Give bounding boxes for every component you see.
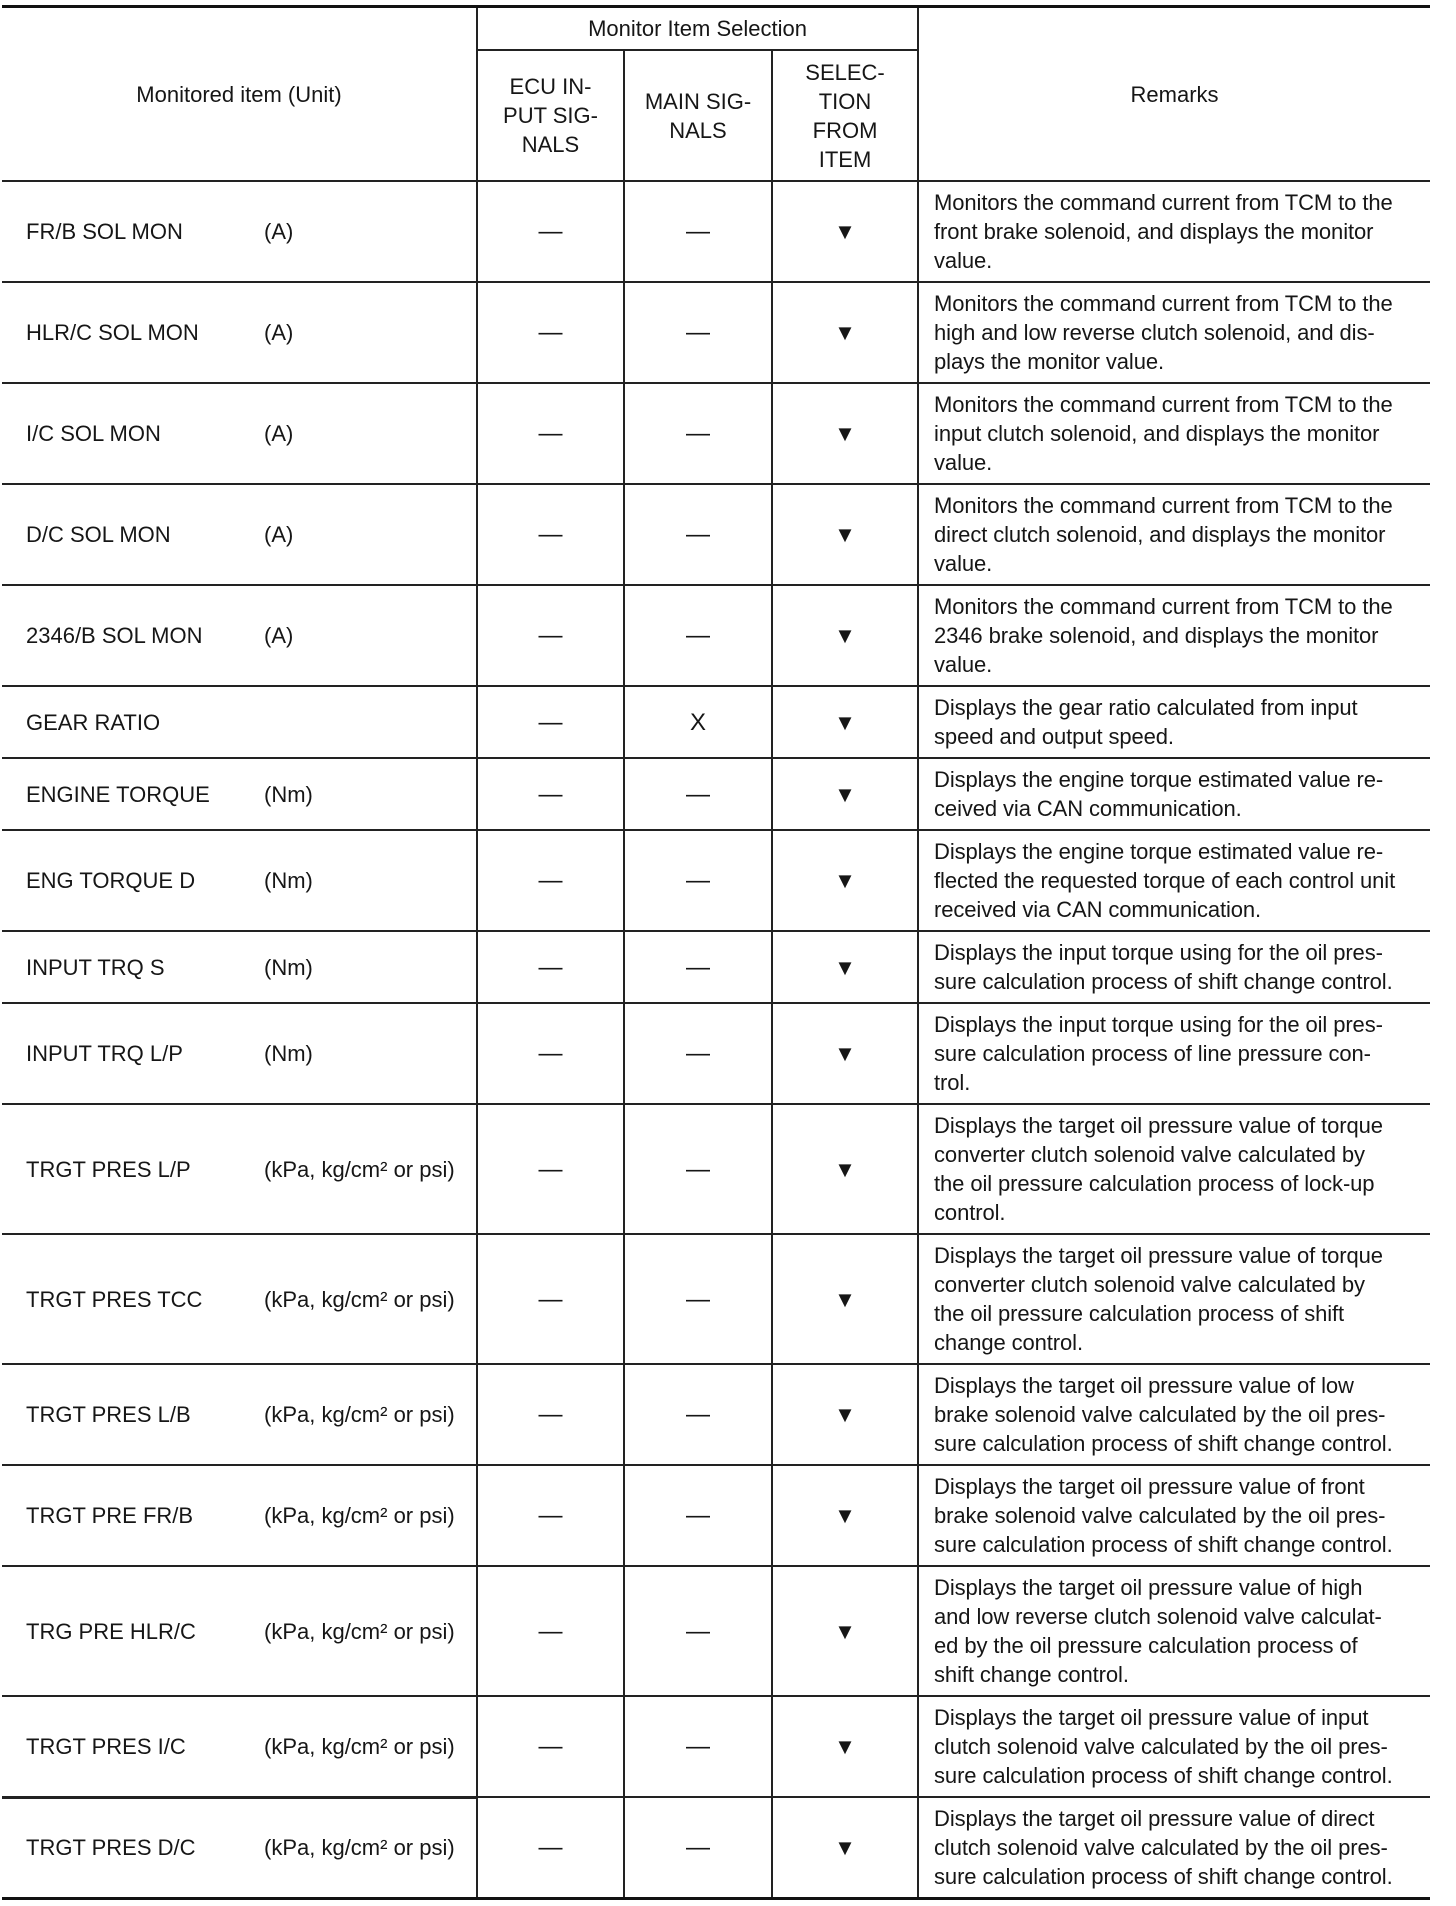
table-row bbox=[2, 585, 1430, 686]
main-signals-cell: — bbox=[624, 383, 772, 484]
selection-from-item-cell bbox=[772, 1003, 918, 1104]
selection-from-item-cell bbox=[772, 931, 918, 1003]
item-unit: (kPa, kg/cm² or psi) bbox=[264, 1733, 455, 1759]
ecu-input-signals-cell: — bbox=[477, 484, 624, 585]
monitored-item-cell bbox=[2, 1797, 477, 1899]
down-triangle-icon: ▼ bbox=[834, 623, 856, 648]
document-page bbox=[2, 5, 1430, 1900]
item-name: HLR/C SOL MON bbox=[26, 320, 199, 345]
down-triangle-icon: ▼ bbox=[834, 1041, 856, 1066]
selection-from-item-cell bbox=[772, 758, 918, 830]
ecu-input-signals-cell: — bbox=[477, 758, 624, 830]
monitored-item-cell bbox=[2, 585, 477, 686]
table-row bbox=[2, 383, 1430, 484]
down-triangle-icon: ▼ bbox=[834, 954, 856, 980]
remarks-cell: Monitors the command current from TCM to the high and low reverse clutch solenoid, and dis- plays the monitor value. bbox=[918, 282, 1430, 383]
selection-from-item-cell bbox=[772, 830, 918, 931]
main-signals-cell: — bbox=[624, 181, 772, 282]
remarks-cell: Displays the input torque using for the oil pres- sure calculation process of shift change control. bbox=[918, 931, 1430, 1003]
item-name: FR/B SOL MON bbox=[26, 219, 183, 244]
table-row bbox=[2, 1465, 1430, 1566]
main-signals-cell: — bbox=[624, 1566, 772, 1696]
ecu-input-signals-cell: — bbox=[477, 282, 624, 383]
selection-from-item-cell bbox=[772, 1104, 918, 1234]
ecu-input-signals-cell: — bbox=[477, 1696, 624, 1797]
table-row bbox=[2, 1566, 1430, 1696]
monitored-item-cell bbox=[2, 686, 477, 758]
main-signals-cell: — bbox=[624, 830, 772, 931]
table-row bbox=[2, 758, 1430, 830]
ecu-input-signals-cell: — bbox=[477, 585, 624, 686]
item-name: 2346/B SOL MON bbox=[26, 623, 203, 648]
selection-from-item-cell bbox=[772, 1234, 918, 1364]
item-unit: (A) bbox=[264, 320, 294, 345]
main-signals-cell: X bbox=[624, 686, 772, 758]
header-remarks: Remarks bbox=[918, 7, 1430, 182]
item-unit: (A) bbox=[264, 623, 294, 648]
down-triangle-icon: ▼ bbox=[834, 1402, 856, 1427]
selection-from-item-cell bbox=[772, 383, 918, 484]
remarks-cell: Displays the input torque using for the oil pres- sure calculation process of line pressure con- trol. bbox=[918, 1003, 1430, 1104]
item-unit: (kPa, kg/cm² or psi) bbox=[264, 1503, 455, 1528]
remarks-cell: Monitors the command current from TCM to the front brake solenoid, and displays the monitor value. bbox=[918, 181, 1430, 282]
table-row bbox=[2, 1104, 1430, 1234]
monitored-item-cell bbox=[2, 282, 477, 383]
monitored-item-cell bbox=[2, 181, 477, 282]
item-name: INPUT TRQ L/P bbox=[26, 1041, 183, 1066]
item-unit: (kPa, kg/cm² or psi) bbox=[264, 1618, 455, 1644]
header-monitor-item-selection: Monitor Item Selection bbox=[477, 7, 918, 51]
table-row bbox=[2, 1797, 1430, 1899]
table-header bbox=[2, 7, 1430, 182]
down-triangle-icon: ▼ bbox=[834, 1156, 856, 1182]
table-row bbox=[2, 282, 1430, 383]
selection-from-item-cell bbox=[772, 1364, 918, 1465]
item-name: TRGT PRES D/C bbox=[26, 1835, 196, 1861]
item-unit: (Nm) bbox=[264, 781, 313, 807]
main-signals-cell: — bbox=[624, 585, 772, 686]
selection-from-item-cell bbox=[772, 484, 918, 585]
item-unit: (kPa, kg/cm² or psi) bbox=[264, 1402, 455, 1427]
remarks-cell: Displays the target oil pressure value of direct clutch solenoid valve calculated by the oil pres- sure calculation process of shift change control. bbox=[918, 1797, 1430, 1899]
main-signals-cell: — bbox=[624, 758, 772, 830]
item-name: TRGT PRES I/C bbox=[26, 1733, 186, 1759]
item-name: ENG TORQUE D bbox=[26, 868, 196, 893]
main-signals-cell: — bbox=[624, 484, 772, 585]
header-ecu-input-signals: ECU IN- PUT SIG- NALS bbox=[477, 50, 624, 181]
item-name: INPUT TRQ S bbox=[26, 954, 165, 980]
ecu-input-signals-cell: — bbox=[477, 1234, 624, 1364]
selection-from-item-cell bbox=[772, 181, 918, 282]
down-triangle-icon: ▼ bbox=[834, 1835, 856, 1860]
item-unit: (A) bbox=[264, 522, 294, 547]
ecu-input-signals-cell: — bbox=[477, 1797, 624, 1899]
table-row bbox=[2, 1234, 1430, 1364]
down-triangle-icon: ▼ bbox=[834, 709, 856, 735]
table-row bbox=[2, 686, 1430, 758]
monitored-item-cell bbox=[2, 1234, 477, 1364]
main-signals-cell: — bbox=[624, 282, 772, 383]
main-signals-cell: — bbox=[624, 1696, 772, 1797]
item-name: TRGT PRES L/B bbox=[26, 1402, 191, 1427]
remarks-cell: Displays the target oil pressure value of torque converter clutch solenoid valve calculated by the oil pressure calculation process of lock-up control. bbox=[918, 1104, 1430, 1234]
item-name: TRGT PRES TCC bbox=[26, 1286, 203, 1312]
ecu-input-signals-cell: — bbox=[477, 1104, 624, 1234]
main-signals-cell: — bbox=[624, 1003, 772, 1104]
ecu-input-signals-cell: — bbox=[477, 383, 624, 484]
remarks-cell: Displays the target oil pressure value of front brake solenoid valve calculated by the oil pres- sure calculation process of shift change control. bbox=[918, 1465, 1430, 1566]
item-name: GEAR RATIO bbox=[26, 709, 161, 735]
remarks-cell: Monitors the command current from TCM to the input clutch solenoid, and displays the monitor value. bbox=[918, 383, 1430, 484]
down-triangle-icon: ▼ bbox=[834, 320, 856, 345]
item-unit: (Nm) bbox=[264, 868, 313, 893]
down-triangle-icon: ▼ bbox=[834, 219, 856, 244]
ecu-input-signals-cell: — bbox=[477, 1003, 624, 1104]
monitored-item-cell bbox=[2, 1566, 477, 1696]
selection-from-item-cell bbox=[772, 585, 918, 686]
remarks-cell: Displays the engine torque estimated value re- ceived via CAN communication. bbox=[918, 758, 1430, 830]
main-signals-cell: — bbox=[624, 931, 772, 1003]
selection-from-item-cell bbox=[772, 686, 918, 758]
table-body bbox=[2, 181, 1430, 1899]
selection-from-item-cell bbox=[772, 1566, 918, 1696]
item-unit: (Nm) bbox=[264, 954, 313, 980]
selection-from-item-cell bbox=[772, 1696, 918, 1797]
item-unit: (kPa, kg/cm² or psi) bbox=[264, 1835, 455, 1861]
header-row-top bbox=[2, 7, 1430, 51]
remarks-cell: Displays the gear ratio calculated from input speed and output speed. bbox=[918, 686, 1430, 758]
down-triangle-icon: ▼ bbox=[834, 1734, 856, 1759]
table-row bbox=[2, 830, 1430, 931]
selection-from-item-cell bbox=[772, 1465, 918, 1566]
main-signals-cell: — bbox=[624, 1465, 772, 1566]
table-row bbox=[2, 1364, 1430, 1465]
item-name: TRGT PRES L/P bbox=[26, 1156, 191, 1182]
monitored-item-cell bbox=[2, 383, 477, 484]
main-signals-cell: — bbox=[624, 1797, 772, 1899]
table-row bbox=[2, 931, 1430, 1003]
monitored-item-cell bbox=[2, 1104, 477, 1234]
remarks-cell: Monitors the command current from TCM to the direct clutch solenoid, and displays the monitor value. bbox=[918, 484, 1430, 585]
item-name: TRGT PRE FR/B bbox=[26, 1503, 194, 1528]
ecu-input-signals-cell: — bbox=[477, 1465, 624, 1566]
monitored-item-cell bbox=[2, 484, 477, 585]
table-row bbox=[2, 484, 1430, 585]
monitored-item-cell bbox=[2, 1465, 477, 1566]
main-signals-cell: — bbox=[624, 1104, 772, 1234]
item-name: D/C SOL MON bbox=[26, 522, 171, 547]
item-unit: (kPa, kg/cm² or psi) bbox=[264, 1156, 455, 1182]
table-row bbox=[2, 1003, 1430, 1104]
ecu-input-signals-cell: — bbox=[477, 830, 624, 931]
down-triangle-icon: ▼ bbox=[834, 421, 856, 446]
item-unit: (A) bbox=[264, 421, 294, 446]
down-triangle-icon: ▼ bbox=[834, 1503, 856, 1528]
item-name: ENGINE TORQUE bbox=[26, 781, 210, 807]
remarks-cell: Displays the target oil pressure value of high and low reverse clutch solenoid valve calculat- ed by the oil pressure calculation process of shift change control. bbox=[918, 1566, 1430, 1696]
remarks-cell: Displays the target oil pressure value of low brake solenoid valve calculated by the oil pres- sure calculation process of shift change control. bbox=[918, 1364, 1430, 1465]
monitored-item-cell bbox=[2, 1364, 477, 1465]
monitored-item-cell bbox=[2, 931, 477, 1003]
ecu-input-signals-cell: — bbox=[477, 1364, 624, 1465]
down-triangle-icon: ▼ bbox=[834, 868, 856, 893]
table-row bbox=[2, 181, 1430, 282]
monitored-item-cell bbox=[2, 830, 477, 931]
down-triangle-icon: ▼ bbox=[834, 522, 856, 547]
monitored-item-cell bbox=[2, 1003, 477, 1104]
item-unit: (kPa, kg/cm² or psi) bbox=[264, 1286, 455, 1312]
header-main-signals: MAIN SIG- NALS bbox=[624, 50, 772, 181]
remarks-cell: Displays the target oil pressure value of torque converter clutch solenoid valve calculated by the oil pressure calculation process of shift change control. bbox=[918, 1234, 1430, 1364]
item-unit: (Nm) bbox=[264, 1041, 313, 1066]
selection-from-item-cell bbox=[772, 1797, 918, 1899]
header-selection-from-item: SELEC- TION FROM ITEM bbox=[772, 50, 918, 181]
selection-from-item-cell bbox=[772, 282, 918, 383]
down-triangle-icon: ▼ bbox=[834, 1286, 856, 1312]
monitored-item-cell bbox=[2, 1696, 477, 1797]
header-monitored-item: Monitored item (Unit) bbox=[2, 7, 477, 182]
down-triangle-icon: ▼ bbox=[834, 781, 856, 807]
main-signals-cell: — bbox=[624, 1364, 772, 1465]
item-unit: (A) bbox=[264, 219, 294, 244]
table-row bbox=[2, 1696, 1430, 1797]
monitor-item-table bbox=[2, 5, 1430, 1900]
monitored-item-cell bbox=[2, 758, 477, 830]
ecu-input-signals-cell: — bbox=[477, 1566, 624, 1696]
down-triangle-icon: ▼ bbox=[834, 1618, 856, 1644]
item-name: TRG PRE HLR/C bbox=[26, 1618, 196, 1644]
remarks-cell: Monitors the command current from TCM to the 2346 brake solenoid, and displays the monitor value. bbox=[918, 585, 1430, 686]
main-signals-cell: — bbox=[624, 1234, 772, 1364]
item-name: I/C SOL MON bbox=[26, 421, 161, 446]
remarks-cell: Displays the engine torque estimated value re- flected the requested torque of each control unit received via CAN communication. bbox=[918, 830, 1430, 931]
ecu-input-signals-cell: — bbox=[477, 686, 624, 758]
remarks-cell: Displays the target oil pressure value of input clutch solenoid valve calculated by the oil pres- sure calculation process of shift change control. bbox=[918, 1696, 1430, 1797]
ecu-input-signals-cell: — bbox=[477, 181, 624, 282]
ecu-input-signals-cell: — bbox=[477, 931, 624, 1003]
